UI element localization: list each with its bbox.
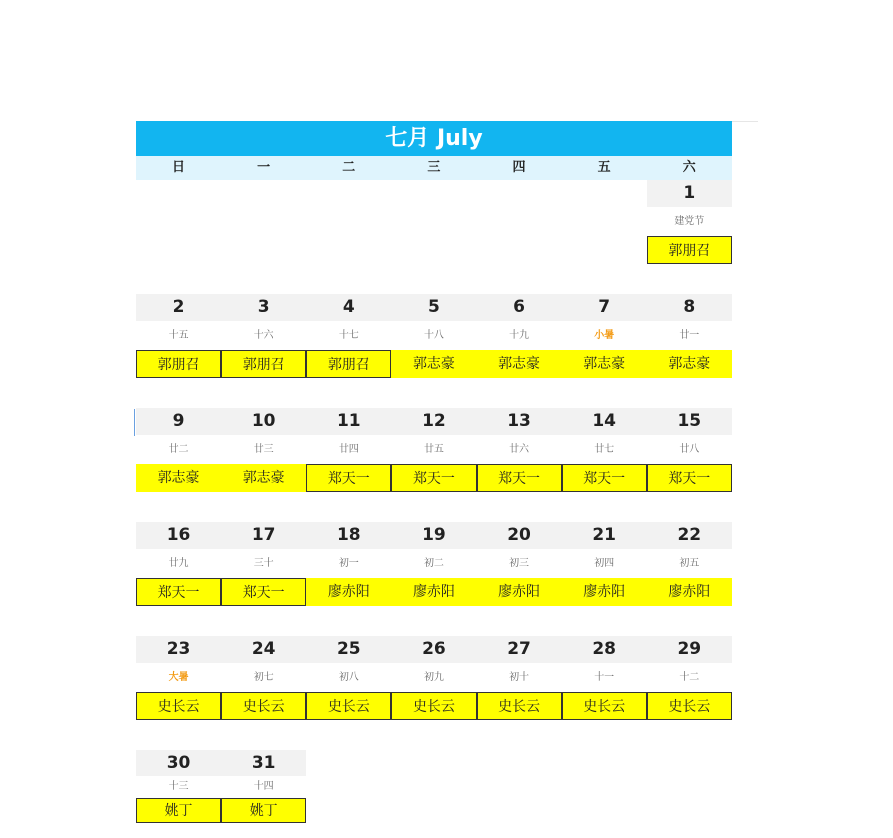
duty-person-cell[interactable]: 郑天一	[647, 464, 732, 492]
lunar-date[interactable]: 廿九	[168, 558, 189, 569]
lunar-date[interactable]: 初一	[338, 558, 359, 569]
duty-person-cell[interactable]: 廖赤阳	[306, 578, 391, 606]
day-cell[interactable]	[221, 408, 306, 522]
day-number[interactable]: 16	[136, 522, 221, 549]
day-cell[interactable]	[136, 294, 221, 408]
empty-cell	[647, 750, 732, 826]
lunar-date[interactable]: 初八	[338, 672, 359, 683]
day-cell[interactable]	[306, 408, 391, 522]
day-cell[interactable]	[647, 522, 732, 636]
day-number[interactable]: 19	[391, 522, 476, 549]
day-cell[interactable]	[391, 294, 476, 408]
day-cell[interactable]	[562, 408, 647, 522]
weekday-mon[interactable]: 一	[257, 160, 271, 175]
day-number[interactable]: 21	[562, 522, 647, 549]
lunar-date[interactable]: 廿八	[679, 444, 700, 455]
day-number[interactable]: 3	[221, 294, 306, 321]
day-cell[interactable]	[391, 636, 476, 750]
calendar-weeks	[136, 180, 732, 826]
solar-term-label[interactable]: 小暑	[594, 330, 615, 341]
lunar-date[interactable]: 廿三	[253, 444, 274, 455]
day-number[interactable]: 14	[562, 408, 647, 435]
day-number[interactable]: 24	[221, 636, 306, 663]
duty-person-cell[interactable]: 郭朋召	[306, 350, 391, 378]
duty-person-cell[interactable]: 廖赤阳	[391, 578, 476, 606]
solar-term-label[interactable]: 大暑	[168, 672, 189, 683]
day-cell[interactable]	[306, 522, 391, 636]
day-number[interactable]: 5	[391, 294, 476, 321]
empty-cell	[562, 180, 647, 294]
day-cell[interactable]	[221, 522, 306, 636]
week-row	[136, 750, 732, 826]
lunar-date[interactable]: 廿六	[509, 444, 530, 455]
empty-cell	[136, 180, 221, 294]
day-cell[interactable]	[477, 294, 562, 408]
day-number[interactable]: 2	[136, 294, 221, 321]
week-row	[136, 408, 732, 522]
day-number[interactable]: 12	[391, 408, 476, 435]
duty-person-cell[interactable]: 廖赤阳	[562, 578, 647, 606]
lunar-date[interactable]: 初七	[253, 672, 274, 683]
week-row	[136, 636, 732, 750]
day-cell[interactable]	[647, 408, 732, 522]
lunar-date[interactable]: 廿一	[679, 330, 700, 341]
day-cell[interactable]	[562, 522, 647, 636]
day-number[interactable]: 4	[306, 294, 391, 321]
day-number[interactable]: 11	[306, 408, 391, 435]
weekday-tue[interactable]: 二	[342, 160, 356, 175]
duty-person-cell[interactable]: 郭志豪	[136, 464, 221, 492]
duty-person-cell[interactable]: 史长云	[477, 692, 562, 720]
duty-person-cell[interactable]: 郭志豪	[562, 350, 647, 378]
empty-cell	[477, 750, 562, 826]
lunar-date[interactable]: 廿五	[423, 444, 444, 455]
day-number[interactable]: 8	[647, 294, 732, 321]
lunar-date[interactable]: 十九	[509, 330, 530, 341]
duty-person-cell[interactable]: 廖赤阳	[477, 578, 562, 606]
duty-person-cell[interactable]: 史长云	[136, 692, 221, 720]
day-cell[interactable]	[136, 636, 221, 750]
weekday-sun[interactable]: 日	[172, 160, 186, 175]
calendar-title[interactable]: 七月 July	[136, 121, 732, 156]
row-marker	[134, 409, 135, 436]
empty-cell	[306, 180, 391, 294]
empty-cell	[306, 750, 391, 826]
lunar-date[interactable]: 初十	[509, 672, 530, 683]
duty-person-cell[interactable]: 郭志豪	[477, 350, 562, 378]
day-cell[interactable]	[221, 294, 306, 408]
day-number[interactable]: 25	[306, 636, 391, 663]
duty-person-cell[interactable]: 郑天一	[562, 464, 647, 492]
day-number[interactable]: 17	[221, 522, 306, 549]
duty-person-cell[interactable]: 史长云	[306, 692, 391, 720]
week-row	[136, 180, 732, 294]
week-row	[136, 522, 732, 636]
day-number[interactable]: 1	[647, 180, 732, 207]
duty-person-cell[interactable]: 史长云	[221, 692, 306, 720]
lunar-date[interactable]: 廿二	[168, 444, 189, 455]
lunar-date[interactable]: 十四	[253, 781, 274, 792]
grid-line	[732, 121, 758, 122]
day-number[interactable]: 10	[221, 408, 306, 435]
weekday-thu[interactable]: 四	[512, 160, 526, 175]
lunar-date[interactable]: 十八	[423, 330, 444, 341]
duty-person-cell[interactable]: 郭朋召	[136, 350, 221, 378]
day-cell[interactable]	[477, 636, 562, 750]
day-cell[interactable]	[477, 408, 562, 522]
lunar-date[interactable]: 十七	[338, 330, 359, 341]
duty-person-cell[interactable]: 郭志豪	[391, 350, 476, 378]
duty-person-cell[interactable]: 郑天一	[477, 464, 562, 492]
lunar-date[interactable]: 十五	[168, 330, 189, 341]
day-number[interactable]: 7	[562, 294, 647, 321]
day-cell[interactable]	[136, 750, 221, 826]
day-number[interactable]: 23	[136, 636, 221, 663]
day-number[interactable]: 15	[647, 408, 732, 435]
day-cell[interactable]	[562, 636, 647, 750]
day-cell[interactable]	[391, 522, 476, 636]
day-number[interactable]: 28	[562, 636, 647, 663]
duty-person-cell[interactable]: 郑天一	[391, 464, 476, 492]
lunar-date[interactable]: 十六	[253, 330, 274, 341]
day-cell[interactable]	[221, 750, 306, 826]
lunar-date[interactable]: 初三	[509, 558, 530, 569]
day-number[interactable]: 22	[647, 522, 732, 549]
day-number[interactable]: 29	[647, 636, 732, 663]
duty-person-cell[interactable]: 郑天一	[136, 578, 221, 606]
lunar-date[interactable]: 初二	[423, 558, 444, 569]
day-number[interactable]: 20	[477, 522, 562, 549]
day-cell[interactable]	[647, 294, 732, 408]
day-cell[interactable]	[562, 294, 647, 408]
week-row	[136, 294, 732, 408]
duty-person-cell[interactable]: 姚丁	[221, 798, 306, 823]
empty-cell	[562, 750, 647, 826]
day-number[interactable]: 30	[136, 750, 221, 776]
day-number[interactable]: 27	[477, 636, 562, 663]
duty-person-cell[interactable]: 廖赤阳	[647, 578, 732, 606]
duty-person-cell[interactable]: 郭志豪	[221, 464, 306, 492]
day-cell[interactable]	[221, 636, 306, 750]
empty-cell	[477, 180, 562, 294]
lunar-date[interactable]: 初四	[594, 558, 615, 569]
lunar-date[interactable]: 建党节	[674, 216, 705, 227]
day-number[interactable]: 9	[136, 408, 221, 435]
duty-person-cell[interactable]: 史长云	[562, 692, 647, 720]
day-cell[interactable]	[306, 294, 391, 408]
duty-person-cell[interactable]: 史长云	[647, 692, 732, 720]
empty-cell	[221, 180, 306, 294]
day-cell[interactable]	[136, 522, 221, 636]
duty-person-cell[interactable]: 郭朋召	[647, 236, 732, 264]
lunar-date[interactable]: 十二	[679, 672, 700, 683]
day-cell[interactable]	[477, 522, 562, 636]
weekday-fri[interactable]: 五	[597, 160, 611, 175]
lunar-date[interactable]: 初九	[423, 672, 444, 683]
july-calendar	[136, 121, 732, 826]
lunar-date[interactable]: 三十	[253, 558, 274, 569]
day-number[interactable]: 18	[306, 522, 391, 549]
day-number[interactable]: 13	[477, 408, 562, 435]
day-cell[interactable]	[391, 408, 476, 522]
weekday-wed[interactable]: 三	[427, 160, 441, 175]
lunar-date[interactable]: 初五	[679, 558, 700, 569]
lunar-date[interactable]: 廿七	[594, 444, 615, 455]
day-number[interactable]: 26	[391, 636, 476, 663]
empty-cell	[391, 750, 476, 826]
weekday-sat[interactable]: 六	[682, 160, 696, 175]
duty-person-cell[interactable]: 史长云	[391, 692, 476, 720]
duty-person-cell[interactable]: 郭朋召	[221, 350, 306, 378]
day-number[interactable]: 6	[477, 294, 562, 321]
day-cell[interactable]	[647, 180, 732, 294]
lunar-date[interactable]: 廿四	[338, 444, 359, 455]
empty-cell	[391, 180, 476, 294]
weekday-header-row	[136, 156, 732, 180]
day-number[interactable]: 31	[221, 750, 306, 776]
day-cell[interactable]	[136, 408, 221, 522]
day-cell[interactable]	[647, 636, 732, 750]
lunar-date[interactable]: 十一	[594, 672, 615, 683]
lunar-date[interactable]: 十三	[168, 781, 189, 792]
duty-person-cell[interactable]: 郑天一	[306, 464, 391, 492]
duty-person-cell[interactable]: 郑天一	[221, 578, 306, 606]
day-cell[interactable]	[306, 636, 391, 750]
duty-person-cell[interactable]: 姚丁	[136, 798, 221, 823]
duty-person-cell[interactable]: 郭志豪	[647, 350, 732, 378]
